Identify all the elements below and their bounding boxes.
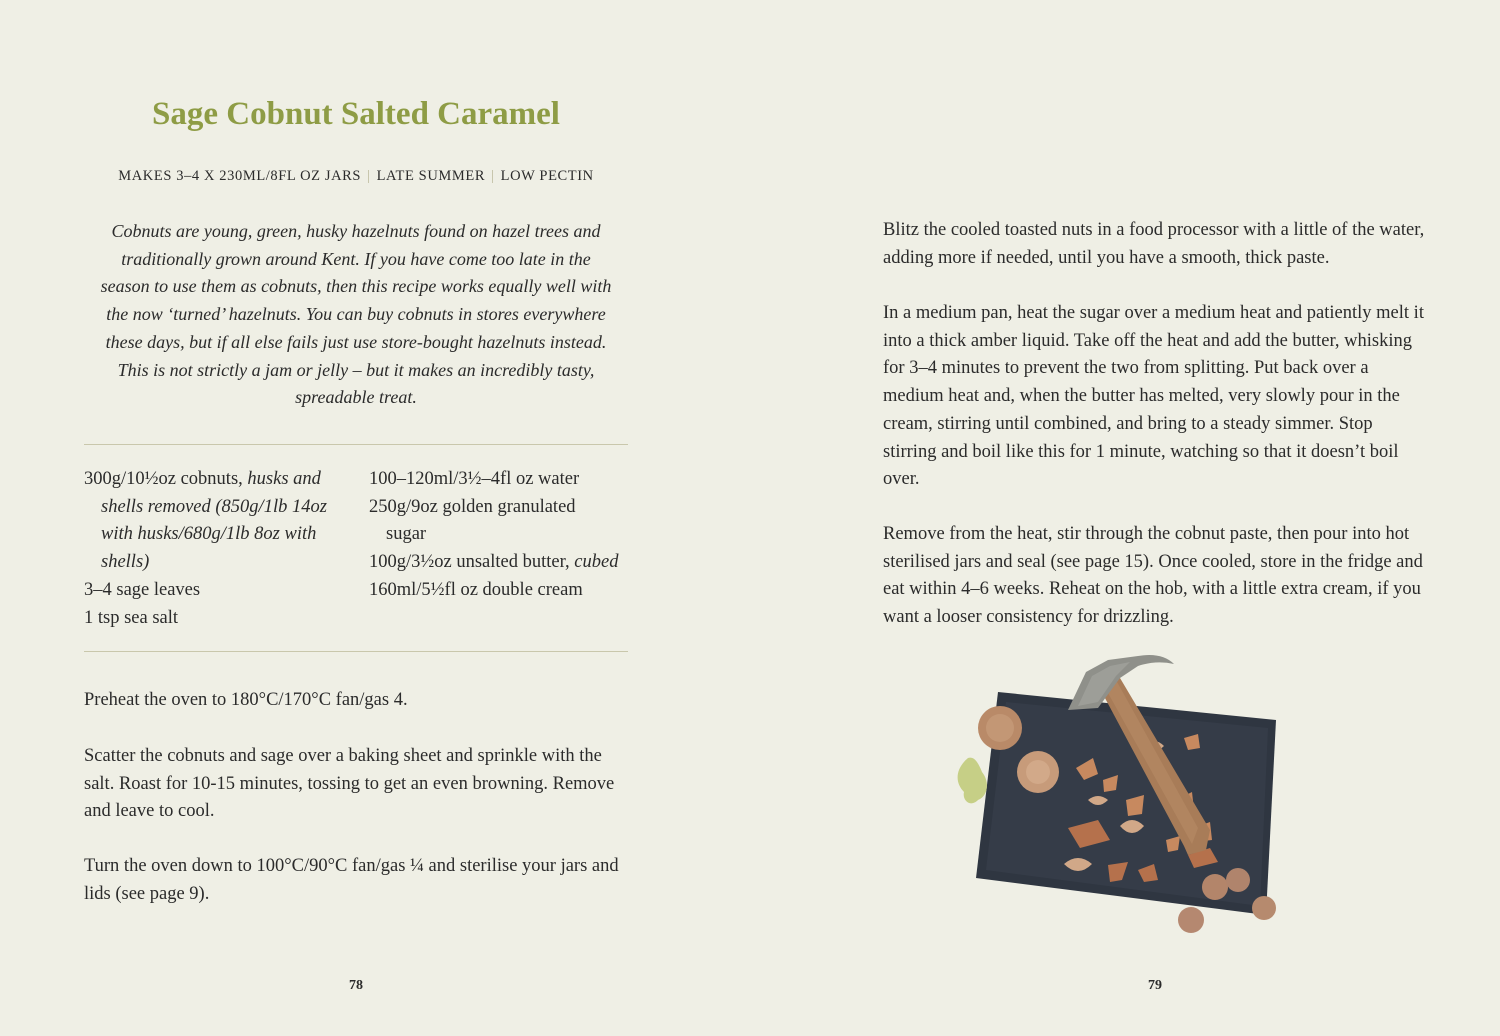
meta-separator: |	[491, 168, 495, 184]
method-step: Remove from the heat, stir through the cobnut paste, then pour into hot sterilised jars and seal (see page 15). Once cooled, store in the fridge and eat within 4–6 weeks. Reheat on the hob, with a little extra cream, if you want a looser consistency for drizzling.	[883, 524, 1423, 628]
ingredient-item: 160ml/5½fl oz double cream	[369, 579, 583, 600]
meta-yield: MAKES 3–4 X 230ML/8FL OZ JARS	[118, 168, 362, 184]
method-step: In a medium pan, heat the sugar over a medium heat and patiently melt it into a thick amber liquid. Take off the heat and add the butter, whisking for 3–4 minutes to prevent the two from splitting. Put back over a medium heat and, when the butter has melted, very slowly pour in the cream, stirring until combined, and bring to a steady simmer. Stop stirring and boil like this for 1 minute, watching so that it doesn’t boil over.	[883, 303, 1424, 490]
ingredient-item: 100g/3½oz unsalted butter, cubed	[369, 552, 619, 573]
right-page	[750, 0, 1500, 1036]
page-number: 79	[1148, 978, 1162, 993]
ingredients-column-1	[84, 466, 354, 632]
sage-leaf-shape	[958, 758, 987, 804]
method-step: Turn the oven down to 100°C/90°C fan/gas ¼ and sterilise your jars and lids (see page 9).	[84, 856, 619, 904]
ingredient-item: 1 tsp sea salt	[84, 607, 179, 628]
divider-bottom	[84, 651, 628, 652]
ingredient-item: 250g/9oz golden granulated sugar	[369, 496, 576, 545]
divider-top	[84, 444, 628, 445]
meta-pectin: LOW PECTIN	[500, 168, 594, 184]
method-step: Preheat the oven to 180°C/170°C fan/gas 4.	[84, 690, 408, 710]
ingredients-column-2	[369, 466, 619, 605]
meta-season: LATE SUMMER	[376, 168, 486, 184]
ingredient-item: 3–4 sage leaves	[84, 579, 201, 600]
ingredient-item: 100–120ml/3½–4fl oz water	[369, 469, 580, 489]
ingredient-item: 300g/10½oz cobnuts, husks and shells removed (850g/1lb 14oz with husks/680g/1lb 8oz with shells)	[84, 469, 327, 573]
recipe-title: Sage Cobnut Salted Caramel	[152, 96, 560, 132]
recipe-meta	[0, 168, 712, 185]
method-step: Blitz the cooled toasted nuts in a food processor with a little of the water, adding more if needed, until you have a smooth, thick paste.	[883, 220, 1425, 268]
page-number: 78	[349, 978, 363, 993]
hammer-and-cracked-cobnuts-illustration	[948, 650, 1373, 945]
meta-separator: |	[367, 168, 371, 184]
recipe-intro: Cobnuts are young, green, husky hazelnuts found on hazel trees and traditionally grown around Kent. If you have come too late in the season to use them as cobnuts, then this recipe works equally well with the now ‘turned’ hazelnuts. You can buy cobnuts in stores everywhere these days, but if all else fails just use store-bought hazelnuts instead. This is not strictly a jam or jelly – but it makes an incredibly tasty, spreadable treat.	[100, 221, 612, 408]
method-step: Scatter the cobnuts and sage over a baking sheet and sprinkle with the salt. Roast for 10-15 minutes, tossing to get an even browning. Remove and leave to cool.	[84, 746, 615, 822]
